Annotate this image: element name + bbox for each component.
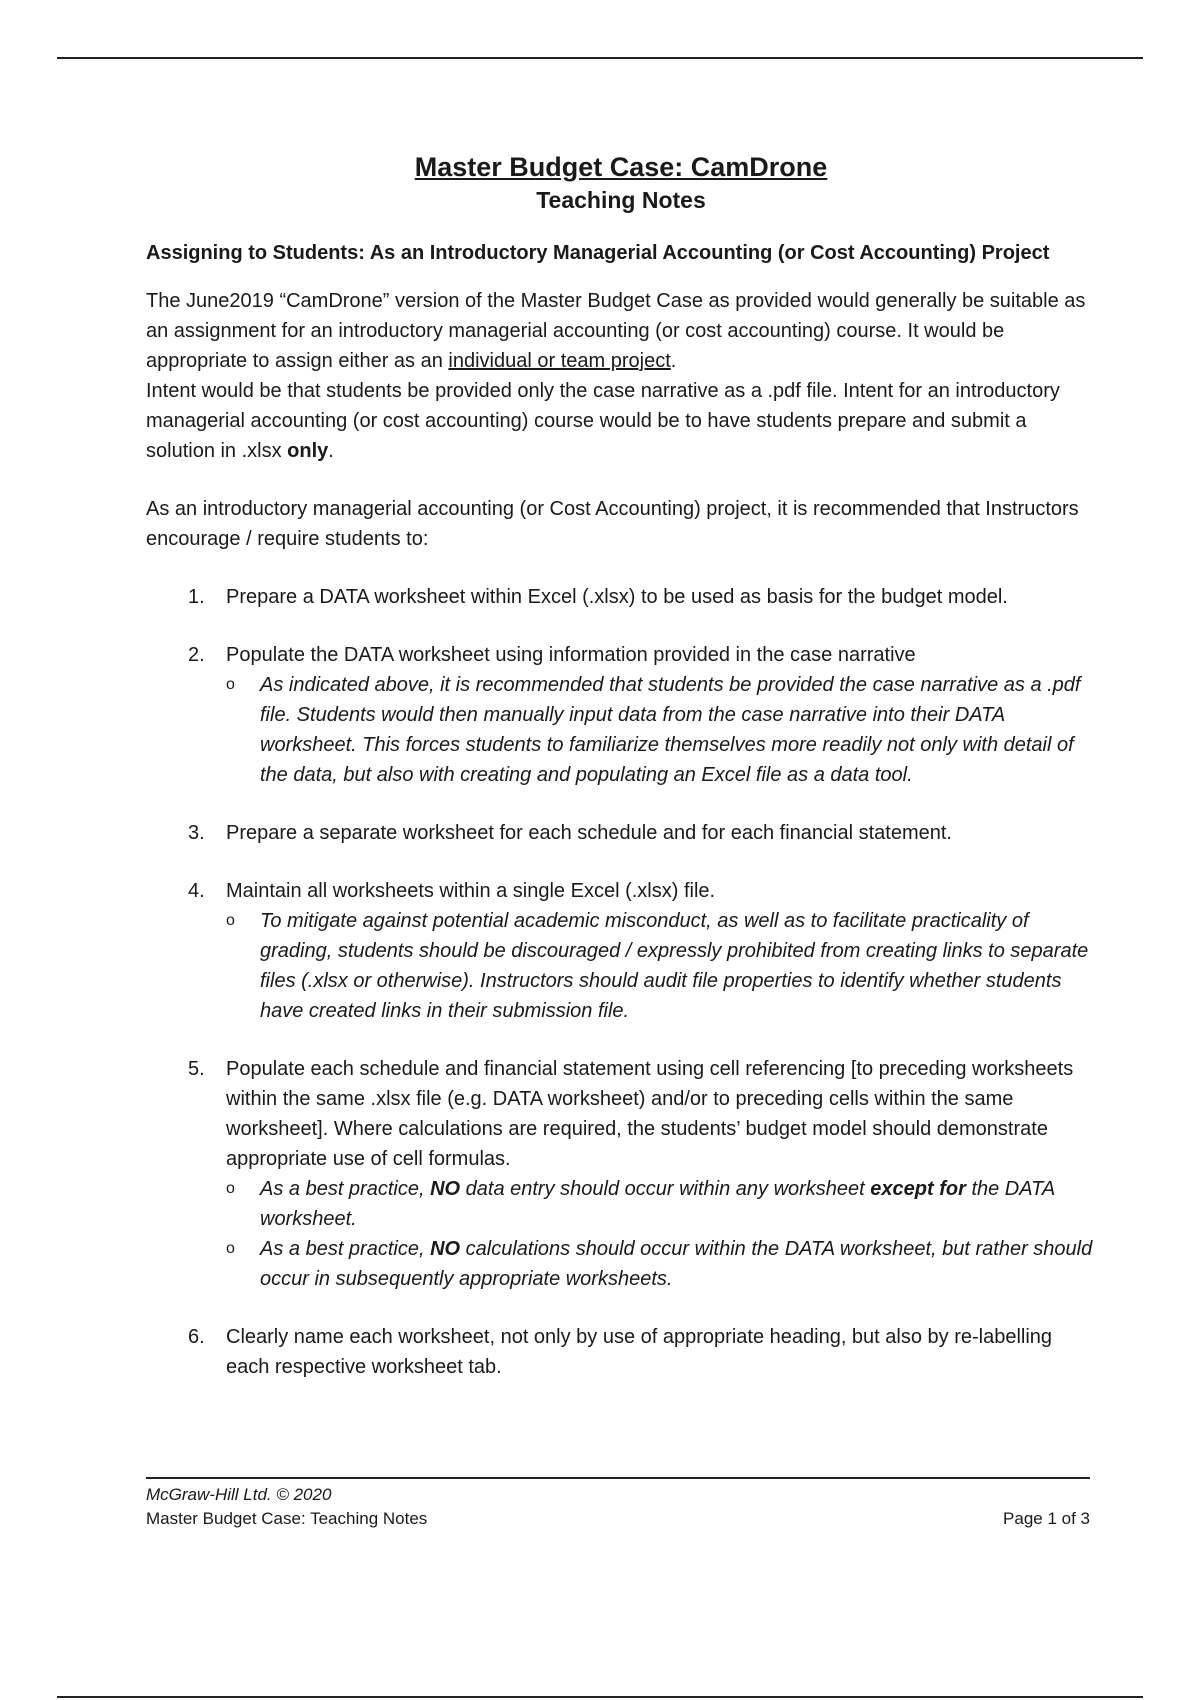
sub-list: [226, 670, 1096, 790]
step-text: Maintain all worksheets within a single Excel (.xlsx) file.: [226, 880, 716, 902]
step-number: 3.: [188, 822, 205, 844]
step-number: 1.: [188, 586, 205, 608]
intent-text: Intent would be that students be provided only the case narrative as a .pdf file. Intent for an introductory managerial accounting (or cost accounting) course would be to have students prepare and submit a solution in .xlsx: [146, 380, 1060, 462]
bold-no: NO: [430, 1178, 461, 1200]
sub-text: As a best practice,: [260, 1238, 431, 1260]
step-number: 4.: [188, 880, 205, 902]
sub-text: calculations should occur within the DATA worksheet, but rather should occur in subsequently appropriate worksheets.: [260, 1238, 1093, 1290]
bold-no: NO: [430, 1238, 461, 1260]
list-item: [146, 640, 1096, 790]
intro-period: .: [670, 350, 677, 372]
page-number: Page 1 of 3: [1003, 1509, 1090, 1528]
sub-item: [226, 670, 1096, 790]
list-item: [146, 1322, 1096, 1382]
sub-list: [226, 1174, 1096, 1294]
page-footer: [146, 1477, 1090, 1531]
step-number: 6.: [188, 1326, 205, 1348]
bullet-icon: o: [226, 676, 235, 693]
list-item: [146, 818, 1096, 848]
step-text: Populate the DATA worksheet using information provided in the case narrative: [226, 644, 916, 666]
sub-text: the DATA worksheet.: [260, 1178, 1055, 1230]
step-text: Clearly name each worksheet, not only by use of appropriate heading, but also by re-labelling each respective worksheet tab.: [226, 1326, 1053, 1378]
list-item: [146, 582, 1096, 612]
footer-row: [146, 1507, 1090, 1531]
underlined-phrase: individual or team project: [448, 350, 671, 372]
footer-doc-name: Master Budget Case: Teaching Notes: [146, 1509, 428, 1528]
bold-only: only: [287, 440, 329, 462]
step-number: 2.: [188, 644, 205, 666]
sub-list: [226, 906, 1096, 1026]
document-body: [146, 150, 1096, 1410]
list-item: [146, 1054, 1096, 1294]
step-text: Populate each schedule and financial statement using cell referencing [to preceding worksheets within the same .xlsx file (e.g. DATA worksheet) and/or to preceding cells within the same worksheet]. Where calculations are required, the students’ budget model should demonstrate appropriate use of cell formulas.: [226, 1058, 1074, 1170]
recommendation-paragraph: As an introductory managerial accounting (or Cost Accounting) project, it is recommended that Instructors encourage / require students to:: [146, 498, 1079, 550]
bold-except-for: except for: [870, 1178, 966, 1200]
bullet-icon: o: [226, 912, 235, 929]
step-text: Prepare a DATA worksheet within Excel (.xlsx) to be used as basis for the budget model.: [226, 586, 1008, 608]
sub-text: To mitigate against potential academic misconduct, as well as to facilitate practicality of grading, students should be discouraged / expressly prohibited from creating links to separate files (.xlsx or otherwise). Instructors should audit file properties to identify whether students have created links in their submission file.: [260, 910, 1089, 1022]
sub-item: [226, 906, 1096, 1026]
document-subtitle: Teaching Notes: [536, 187, 706, 213]
sub-item: [226, 1234, 1096, 1294]
steps-list: [146, 582, 1096, 1382]
step-number: 5.: [188, 1058, 205, 1080]
bullet-icon: o: [226, 1180, 235, 1197]
bullet-icon: o: [226, 1240, 235, 1257]
sub-text: data entry should occur within any worksheet: [460, 1178, 871, 1200]
top-divider: [57, 57, 1143, 59]
intent-period: .: [328, 440, 334, 462]
bottom-divider: [57, 1696, 1143, 1698]
document-title: Master Budget Case: CamDrone: [414, 152, 828, 182]
sub-item: [226, 1174, 1096, 1234]
list-item: [146, 876, 1096, 1026]
sub-text: As indicated above, it is recommended that students be provided the case narrative as a .pdf file. Students would then manually input data from the case narrative into their DATA worksheet. This forces students to familiarize themselves more readily not only with detail of the data, but also with creating and populating an Excel file as a data tool.: [260, 674, 1081, 786]
sub-text: As a best practice,: [260, 1178, 431, 1200]
footer-copyright: McGraw-Hill Ltd. © 2020: [146, 1485, 332, 1504]
intro-text: The June2019 “CamDrone” version of the Master Budget Case as provided would generally be suitable as an assignment for an introductory managerial accounting (or cost accounting) course. It would be appropriate to assign either as an: [146, 290, 1086, 372]
section-heading: Assigning to Students: As an Introductory Managerial Accounting (or Cost Accounting) Project: [146, 242, 1050, 264]
intro-paragraph: [146, 286, 1096, 466]
step-text: Prepare a separate worksheet for each schedule and for each financial statement.: [226, 822, 952, 844]
